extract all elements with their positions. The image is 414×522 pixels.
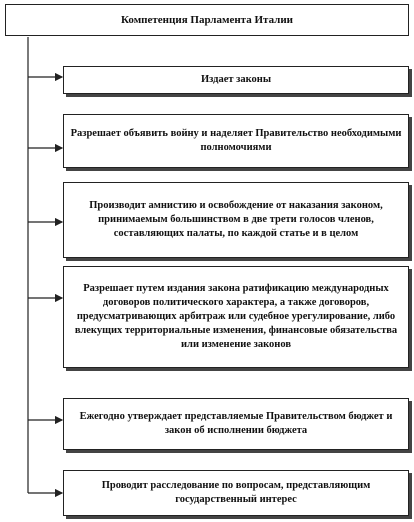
competence-text: Производит амнистию и освобождение от наказания законом, принимаемым большинством в две трети голосов членов, составляющих палаты, по каждой статье и в целом: [89, 200, 383, 239]
header-title: Компетенция Парламента Италии: [120, 13, 294, 26]
competence-text: Разрешает путем издания закона ратификацию международных договоров политического характера, а также договоров, предусматривающих арбитраж или судебное урегулирование, либо влекущих территориальные изменения, финансовые обязательства или изменение законов: [74, 283, 398, 350]
header-box: [5, 4, 409, 36]
competence-box-budget: [63, 398, 409, 450]
competence-text: Разрешает объявить войну и наделяет Правительство необходимыми полномочиями: [70, 128, 402, 153]
competence-text: Ежегодно утверждает представляемые Правительством бюджет и закон об исполнении бюджета: [79, 411, 393, 436]
competence-box-laws: [63, 66, 409, 94]
competence-text: Проводит расследование по вопросам, представляющим государственный интерес: [101, 480, 371, 505]
competence-box-war: [63, 114, 409, 168]
competence-box-investigation: [63, 470, 409, 516]
competence-box-treaties: [63, 266, 409, 368]
competence-text: Издает законы: [200, 74, 272, 86]
competence-box-amnesty: [63, 182, 409, 258]
